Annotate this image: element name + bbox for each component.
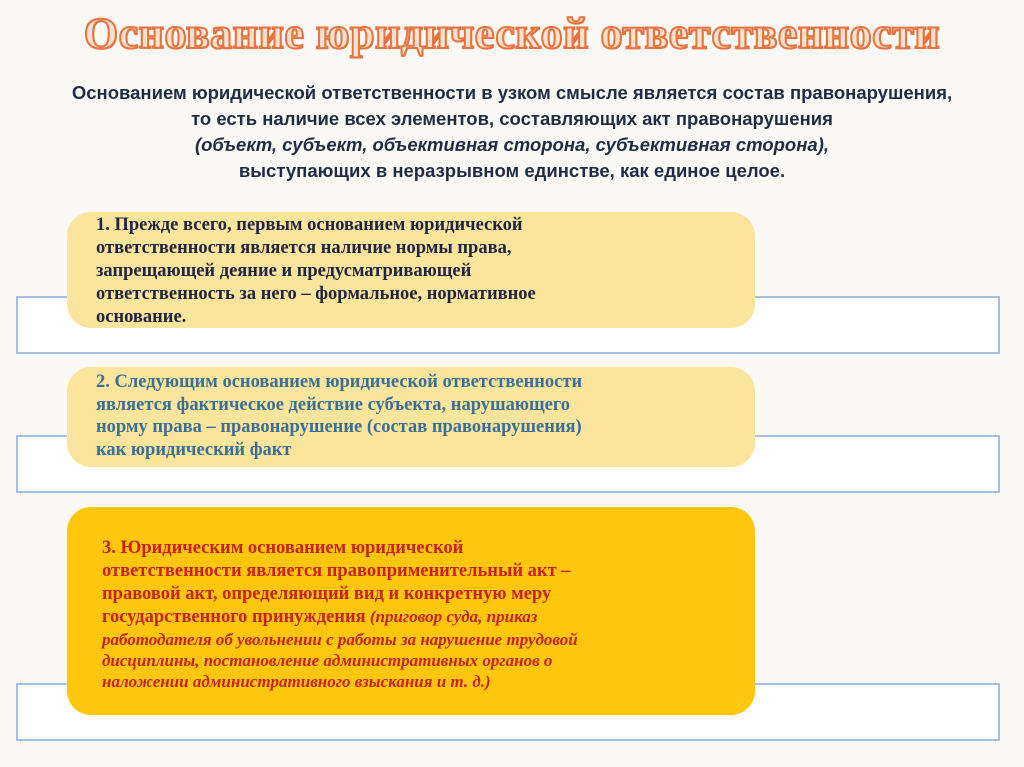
item-3-note-inline: (приговор суда, приказ [365, 607, 538, 626]
intro-paragraph [10, 80, 1014, 184]
item-1-line-4: ответственность за него – формальное, нормативное [96, 284, 536, 304]
item-box-3 [67, 507, 755, 715]
item-1-line-2: ответственности является наличие нормы права, [96, 238, 512, 258]
item-box-2 [67, 367, 755, 467]
item-1-line-1: 1. Прежде всего, первым основанием юридической [96, 215, 523, 235]
item-3-note-line-2: дисциплины, постановление административных органов о [102, 651, 553, 670]
item-3-line-3: правовой акт, определяющий вид и конкретную меру [102, 584, 552, 604]
item-3-line-4-text: государственного принуждения [102, 607, 366, 627]
item-1-line-5: основание. [96, 307, 187, 327]
item-3-note-line-1: работодателя об увольнении с работы за нарушение трудовой [102, 630, 578, 649]
item-1-line-3: запрещающей деяние и предусматривающей [96, 261, 472, 281]
item-2-line-4: как юридический факт [96, 439, 292, 460]
item-2-line-2: является фактическое действие субъекта, нарушающего [96, 394, 571, 415]
item-3-note-line-3: наложении административного взыскания и т. д.) [102, 672, 491, 691]
item-3-line-1: 3. Юридическим основанием юридической [102, 538, 464, 558]
item-2-line-3: норму права – правонарушение (состав правонарушения) [96, 417, 582, 437]
intro-line-1: Основанием юридической ответственности в узком смысле является состав правонарушения, [71, 82, 953, 103]
intro-line-2: то есть наличие всех элементов, составляющих акт правонарушения [191, 108, 833, 129]
item-2-line-1: 2. Следующим основанием юридической ответственности [96, 372, 583, 392]
intro-line-4: выступающих в неразрывном единстве, как единое целое. [238, 160, 786, 181]
item-box-1 [67, 212, 755, 328]
intro-line-3: (объект, субъект, объективная сторона, субъективная сторона), [194, 134, 830, 155]
item-3-line-4 [102, 606, 735, 629]
item-3-line-2: ответственности является правоприменительный акт – [102, 561, 571, 581]
slide-title: Основание юридической ответственности [83, 9, 941, 58]
